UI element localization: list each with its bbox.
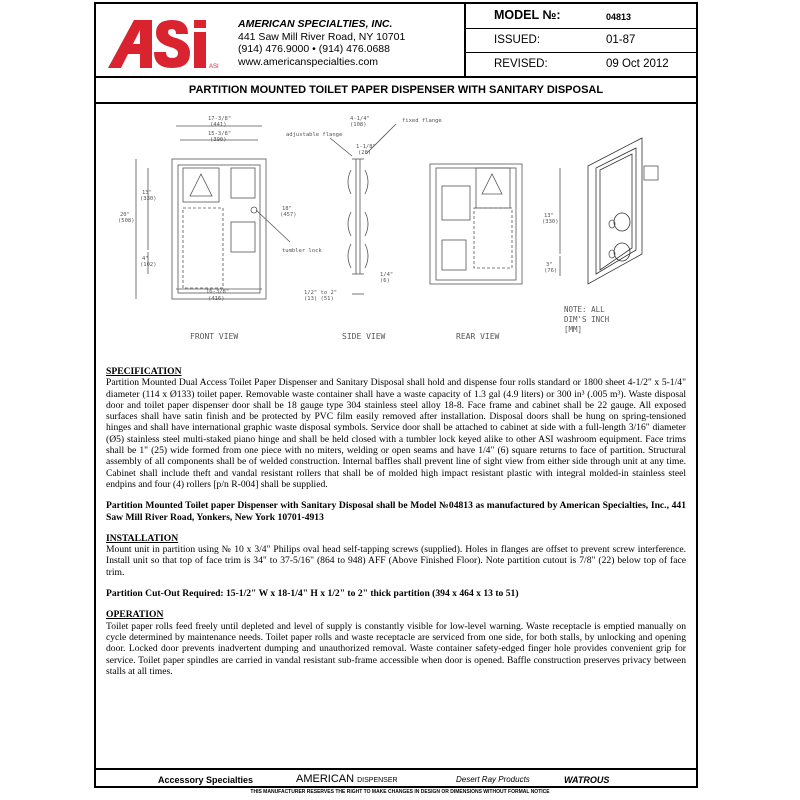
company-address: 441 Saw Mill River Road, NY 10701 <box>238 30 406 43</box>
svg-text:17-3/8": 17-3/8" <box>208 116 232 122</box>
svg-text:3": 3" <box>546 262 553 268</box>
rear-view-label: REAR VIEW <box>456 332 500 341</box>
svg-text:15-3/8": 15-3/8" <box>208 131 232 137</box>
svg-text:(416): (416) <box>208 296 225 302</box>
brand-desert-ray: Desert Ray Products <box>456 775 530 784</box>
svg-text:(330): (330) <box>542 219 559 225</box>
model-row <box>466 4 698 29</box>
svg-text:(6): (6) <box>380 278 390 284</box>
company-phones: (914) 476.9000 • (914) 476.0688 <box>238 43 390 55</box>
specification-body: Partition Mounted Dual Access Toilet Paper Dispenser and Sanitary Disposal shall hold and dispense four rolls standard or 1800 sheet 4-1/2" x 5-1/4" diameter (114 x Ø133) toilet paper. Removable waste container shall have a waste capacity of 1.3 gal (4.9 liters) or 300 in³ (.005 m³). Waste disposal door and toilet paper dispenser door shall be 18 gauge type 304 stainless steel alloy 18-8. Face frame and cabinet shall be 22 gauge. All exposed surfaces shall have satin finish and be protected by PVC film easily removed after installation. Disposal doors shall be hung on spring-tensioned hinges and shall have international graphic waste disposal symbols. Service door shall be attached to cabinet at side with a full-length 3/16" diameter (Ø5) stainless steel multi-staked piano hinge and shall be held closed with a tumbler lock keyed alike to other ASI washroom equipment. Face trims shall be 1" (25) wide formed from one piece with no miters, welding or open seams and have 1/4" (6) square returns to face of partition. Structural assembly of all components shall be of welded construction. Internal baffles shall prevent line of sight view from either side through unit at any time. Cabinet shall include theft and vandal resistant rollers that shall be of molded high impact resistant plastic with integral molded-in stainless steel endpins and four (4) rollers [p/n R-004] shall be supplied. <box>106 377 686 490</box>
svg-text:(390): (390) <box>210 137 227 143</box>
operation-heading: OPERATION <box>106 609 164 621</box>
model-statement: Partition Mounted Toilet paper Dispenser with Sanitary Disposal shall be Model №04813 as manufactured by American Specialties, Inc., 441 Saw Mill River Road, Yonkers, New York 10701-4913 <box>106 500 686 523</box>
technical-drawing <box>96 104 696 354</box>
svg-text:(441): (441) <box>210 122 227 128</box>
model-label: MODEL №: <box>494 8 561 22</box>
svg-text:(28): (28) <box>358 150 372 156</box>
company-name: AMERICAN SPECIALTIES, INC. <box>238 18 393 30</box>
issued-value: 01-87 <box>606 34 636 46</box>
revised-row <box>466 52 698 76</box>
svg-text:tumbler lock: tumbler lock <box>282 248 322 254</box>
revised-value: 09 Oct 2012 <box>606 58 669 70</box>
side-view <box>286 116 442 302</box>
header <box>96 4 696 78</box>
front-view <box>118 116 322 302</box>
svg-text:(13) (51): (13) (51) <box>304 296 334 302</box>
disclaimer: THIS MANUFACTURER RESERVES THE RIGHT TO MAKE CHANGES IN DESIGN OR DIMENSIONS WITHOUT FORMAL NOTICE <box>250 789 550 795</box>
installation-heading: INSTALLATION <box>106 532 179 544</box>
svg-text:(330): (330) <box>140 196 157 202</box>
brand-accessory-specialties: Accessory Specialties <box>158 775 254 785</box>
svg-text:1/4": 1/4" <box>380 272 394 278</box>
svg-text:13": 13" <box>142 190 152 196</box>
svg-text:fixed flange: fixed flange <box>402 118 442 124</box>
svg-text:1/2" to 2": 1/2" to 2" <box>304 290 338 296</box>
brand-american-dispenser: AMERICAN DISPENSER <box>296 773 398 785</box>
svg-text:18": 18" <box>282 206 292 212</box>
svg-text:20": 20" <box>120 212 130 218</box>
asi-logo <box>108 12 220 70</box>
svg-text:(108): (108) <box>350 122 367 128</box>
brand-watrous: WATROUS <box>564 775 610 785</box>
company-info <box>238 18 405 68</box>
svg-text:4-1/4": 4-1/4" <box>350 116 370 122</box>
specification-heading: SPECIFICATION <box>106 366 182 377</box>
installation-body: Mount unit in partition using № 10 x 3/4" Philips oval head self-tapping screws (supplied). Holes in flanges are offset to prevent screw interference. Install unit so that top of face trim is 34" to 37-5/16" (864 to 948) AFF (Above Finished Floor). Note partition cutout is 7/8" (22) below top of face trim. <box>106 544 686 578</box>
spec-text <box>106 366 686 687</box>
svg-text:(457): (457) <box>280 212 297 218</box>
dimension-note: NOTE: ALL DIM'S INCH [MM] <box>564 305 610 334</box>
svg-text:4": 4" <box>142 256 149 262</box>
front-view-label: FRONT VIEW <box>190 332 239 341</box>
svg-text:(76): (76) <box>544 268 558 274</box>
svg-text:(102): (102) <box>140 262 157 268</box>
cutout-statement: Partition Cut-Out Required: 15-1/2" W x 18-1/4" H x 1/2" to 2" thick partition (394 x 464 x 13 to 51) <box>106 588 519 600</box>
model-value: 04813 <box>606 12 632 22</box>
svg-text:ASI: ASI <box>209 64 219 70</box>
rear-view <box>430 164 560 284</box>
side-view-label: SIDE VIEW <box>342 332 386 341</box>
issued-row <box>466 28 698 53</box>
svg-text:1-1/8": 1-1/8" <box>356 144 376 150</box>
spec-sheet <box>94 2 698 788</box>
model-box <box>464 4 698 76</box>
isometric-view <box>588 138 658 284</box>
operation-body: Toilet paper rolls feed freely until depleted and level of supply is constantly visible for low-level warning. Waste receptacle is emptied manually on cycle determined by maintenance needs. Toilet paper rolls and waste receptacle are serviced from one side, for both stalls, by unlocking and opening door. Locked door prevents inadvertent dumping and unauthorized removal. Waste container safety-edged finger hole provides convenient grip for service. Toilet paper spindles are carried in vandal resistant sub-frame accessible when door is opened. Baffle construction preserves privacy between stalls at all times. <box>106 620 686 677</box>
svg-text:13": 13" <box>544 213 554 219</box>
svg-text:adjustable flange: adjustable flange <box>286 132 343 138</box>
revised-label: REVISED: <box>494 58 548 70</box>
product-title: PARTITION MOUNTED TOILET PAPER DISPENSER WITH SANITARY DISPOSAL <box>96 78 696 104</box>
svg-text:(508): (508) <box>118 218 135 224</box>
issued-label: ISSUED: <box>494 34 541 46</box>
company-website[interactable]: www.americanspecialties.com <box>238 55 379 68</box>
svg-text:16-3/8": 16-3/8" <box>206 289 230 295</box>
